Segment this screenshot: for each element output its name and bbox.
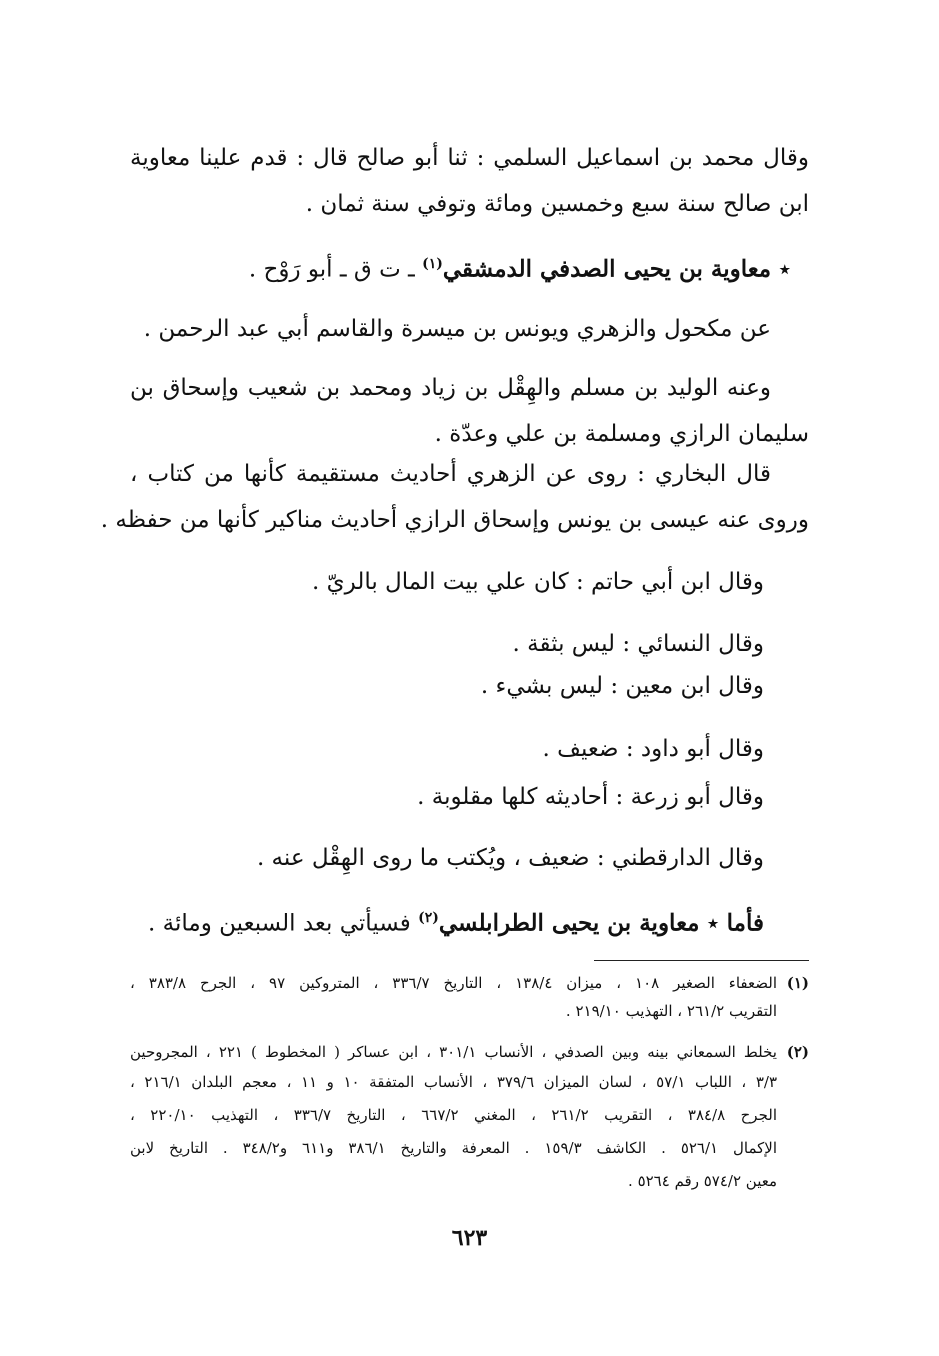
footnote-number: (١) xyxy=(786,974,810,992)
entry-name: معاوية بن يحيى الصدفي الدمشقي xyxy=(442,255,772,283)
paragraph-line: وقال محمد بن اسماعيل السلمي : ثنا أبو صالح قال : قدم علينا معاوية xyxy=(130,145,809,171)
paragraph-line: وقال الدارقطني : ضعيف ، ويُكتب ما روى الهِقْل عنه . xyxy=(256,845,764,871)
paragraph-line: سليمان الرازي ومسلمة بن علي وعدّة . xyxy=(434,421,809,447)
footnote-line: التقريب ٢٦١/٢ ، التهذيب ٢١٩/١٠ . xyxy=(565,1002,777,1020)
entry-name: معاوية بن يحيى الطرابلسي xyxy=(438,909,700,937)
footnote-number: (٢) xyxy=(786,1043,809,1061)
footnote-line: ٣/٣ ، اللباب ٥٧/١ ، لسان الميزان ٣٧٩/٦ ، الأنساب المتفقة ١٠ و ١١ ، معجم البلدان ٢١٦/١ ، xyxy=(130,1073,778,1091)
footnote-text: يخلط السمعاني بينه وبين الصدفي ، الأنساب ٣٠١/١ ، ابن عساكر ( المخطوط ) ٢٢١ ، المجروحين xyxy=(130,1043,777,1061)
paragraph-line: وقال ابن معين : ليس بشيء . xyxy=(480,673,764,699)
footnote-line: الجرح ٣٨٤/٨ ، التقريب ٢٦١/٢ ، المغني ٦٦٧/٢ ، التاريخ ٣٣٦/٧ ، التهذيب ٢٢٠/١٠ ، xyxy=(130,1106,778,1124)
entry-details: فسيأتي بعد السبعين ومائة . xyxy=(148,910,411,937)
footnote-ref: (٢) xyxy=(418,910,439,926)
footnote-line: الإكمال ٥٢٦/١ . الكاشف ١٥٩/٣ . المعرفة والتاريخ ٣٨٦/١ و٦١١ و٣٤٨/٢ . التاريخ لابن xyxy=(130,1139,778,1157)
entry-heading xyxy=(130,248,791,286)
paragraph-line: ابن صالح سنة سبع وخمسين ومائة وتوفي سنة ثمان . xyxy=(305,191,809,217)
entry-bullet: ٭ xyxy=(706,910,720,937)
footnote-text: الضعفاء الصغير ١٠٨ ، ميزان ١٣٨/٤ ، التاريخ ٣٣٦/٧ ، المتروكين ٩٧ ، الجرح ٣٨٣/٨ ، xyxy=(130,974,778,992)
paragraph-line: وعنه الوليد بن مسلم والهِقْل بن زياد ومحمد بن شعيب وإسحاق بن xyxy=(130,375,771,401)
footnote-ref: (١) xyxy=(422,256,443,272)
footnote-line xyxy=(130,972,809,994)
entry-prefix: فأما xyxy=(726,909,764,937)
entry-heading xyxy=(130,902,764,940)
paragraph-line: وقال أبو زرعة : أحاديثه كلها مقلوبة . xyxy=(417,784,764,810)
page-number: ٦٢٣ xyxy=(451,1225,488,1251)
paragraph-line: عن مكحول والزهري ويونس بن ميسرة والقاسم أبي عبد الرحمن . xyxy=(143,316,771,342)
paragraph-line: وقال أبو داود : ضعيف . xyxy=(542,736,764,762)
entry-bullet: ٭ xyxy=(778,256,791,283)
footnote-line xyxy=(130,1041,809,1063)
footnote-divider xyxy=(594,960,809,961)
paragraph-line: وقال النسائي : ليس بثقة . xyxy=(512,631,764,657)
footnote-line: معين ٥٧٤/٢ رقم ٥٢٦٤ . xyxy=(628,1172,777,1190)
paragraph-line: وقال ابن أبي حاتم : كان علي بيت المال بالريّ . xyxy=(312,569,764,595)
paragraph-line: قال البخاري : روى عن الزهري أحاديث مستقيمة كأنها من كتاب ، xyxy=(130,461,771,487)
paragraph-line: وروى عنه عيسى بن يونس وإسحاق الرازي أحاديث مناكير كأنها من حفظه . xyxy=(100,507,809,533)
entry-details: ـ ت ق ـ أبو رَوْح . xyxy=(248,256,415,283)
